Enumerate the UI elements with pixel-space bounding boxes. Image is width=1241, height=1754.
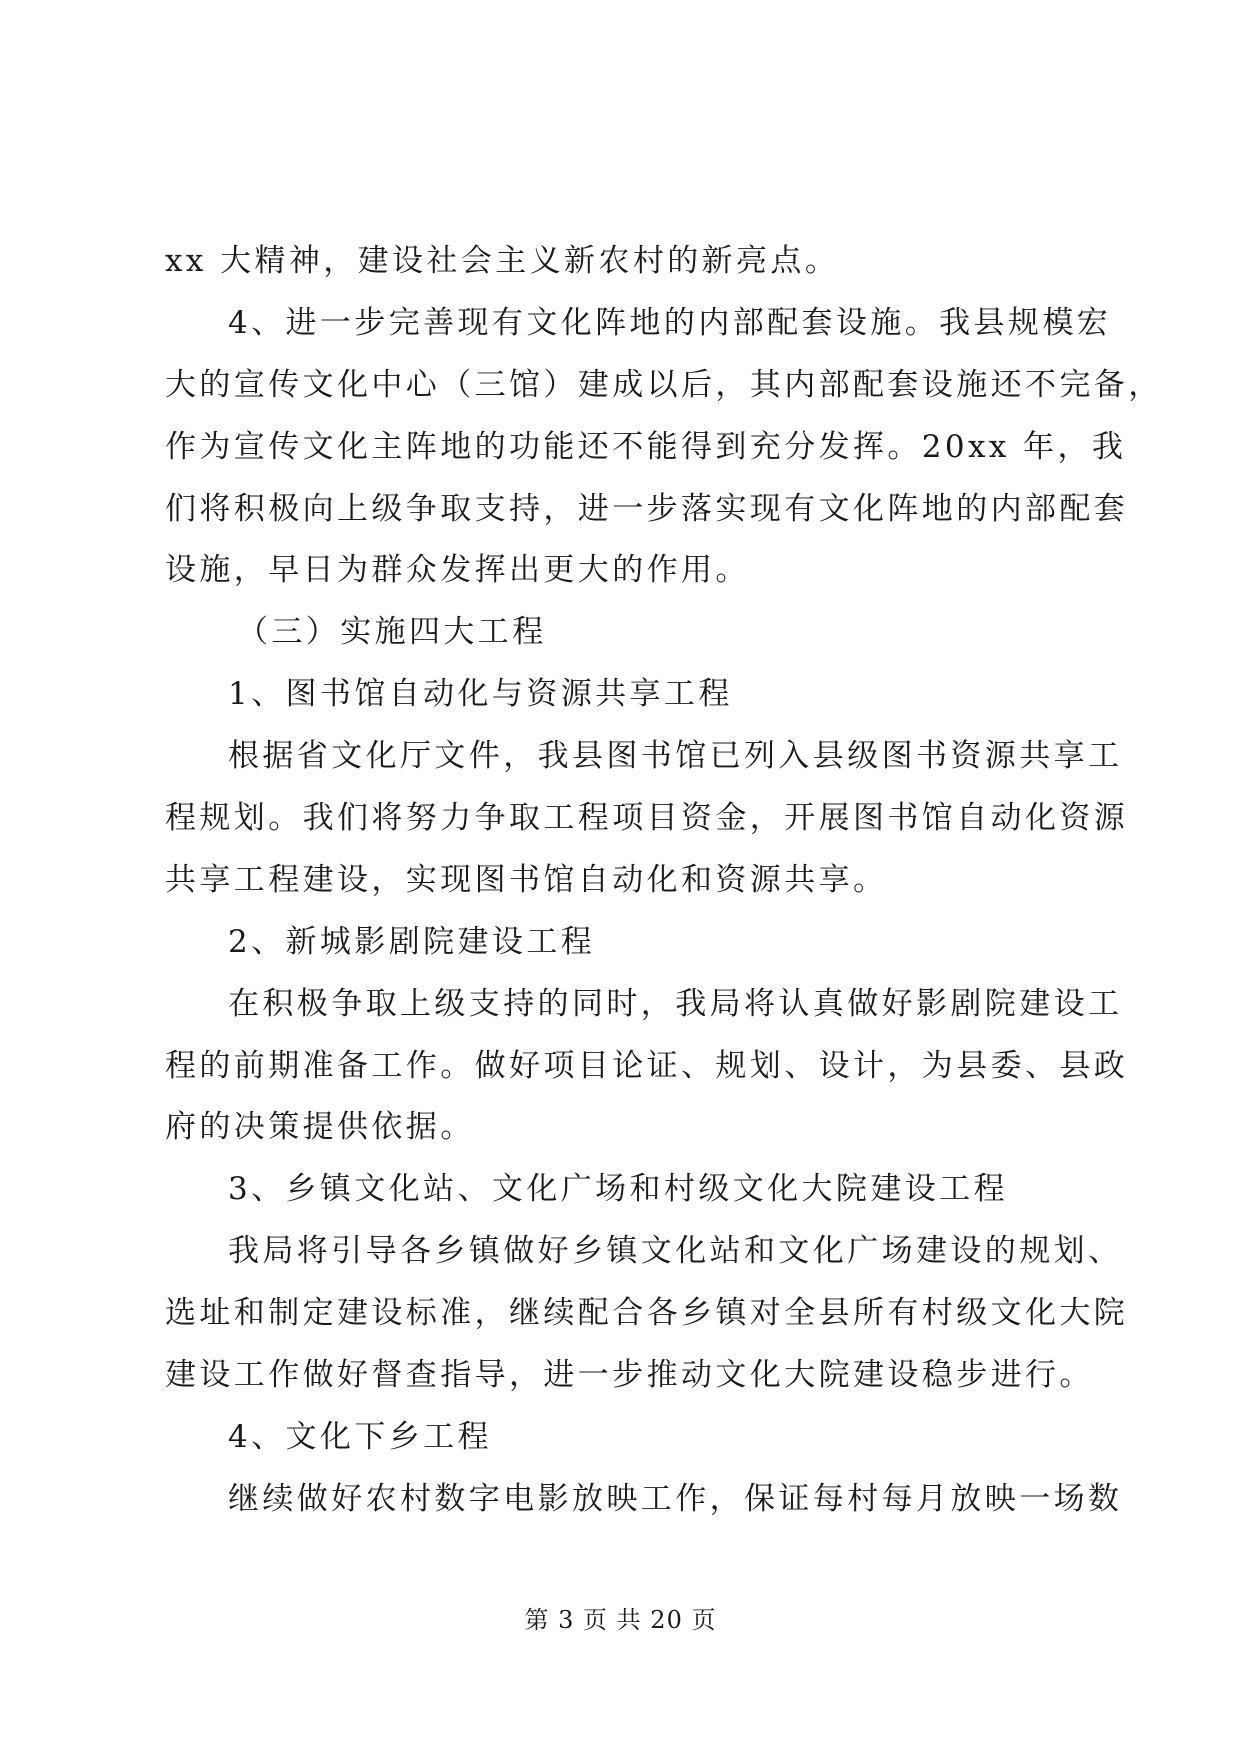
text-line: 选址和制定建设标准，继续配合各乡镇对全县所有村级文化大院 — [165, 1295, 1129, 1332]
text-line: 大的宣传文化中心（三馆）建成以后，其内部配套设施还不完备， — [165, 366, 1163, 403]
text-line: 共享工程建设，实现图书馆自动化和资源共享。 — [165, 861, 888, 898]
text-line: 程规划。我们将努力争取工程项目资金，开展图书馆自动化资源 — [165, 800, 1129, 837]
subsection-heading: 4、文化下乡工程 — [228, 1418, 492, 1455]
text-line: 继续做好农村数字电影放映工作，保证每村每月放映一场数 — [228, 1480, 1123, 1517]
text-line: 作为宣传文化主阵地的功能还不能得到充分发挥。20xx 年，我 — [165, 428, 1127, 465]
text-line: 在积极争取上级支持的同时，我局将认真做好影剧院建设工 — [228, 985, 1123, 1022]
text-line: 设施，早日为群众发挥出更大的作用。 — [165, 552, 750, 589]
text-line: xx 大精神，建设社会主义新农村的新亮点。 — [165, 243, 840, 279]
section-heading: （三）实施四大工程 — [237, 614, 547, 651]
text-line: 根据省文化厅文件，我县图书馆已列入县级图书资源共享工 — [228, 738, 1123, 775]
text-line: 府的决策提供依据。 — [165, 1109, 475, 1146]
text-line: 程的前期准备工作。做好项目论证、规划、设计，为县委、县政 — [165, 1047, 1129, 1084]
text-line: 们将积极向上级争取支持，进一步落实现有文化阵地的内部配套 — [165, 490, 1129, 527]
text-line: 我局将引导各乡镇做好乡镇文化站和文化广场建设的规划、 — [228, 1233, 1123, 1270]
text-line: 4、进一步完善现有文化阵地的内部配套设施。我县规模宏 — [228, 304, 1112, 341]
page-footer: 第 3 页 共 20 页 — [524, 1606, 717, 1634]
subsection-heading: 3、乡镇文化站、文化广场和村级文化大院建设工程 — [228, 1171, 1008, 1208]
text-line: 建设工作做好督查指导，进一步推动文化大院建设稳步进行。 — [165, 1357, 1094, 1394]
document-body — [165, 231, 1163, 1531]
subsection-heading: 2、新城影剧院建设工程 — [228, 923, 596, 960]
subsection-heading: 1、图书馆自动化与资源共享工程 — [228, 676, 733, 713]
